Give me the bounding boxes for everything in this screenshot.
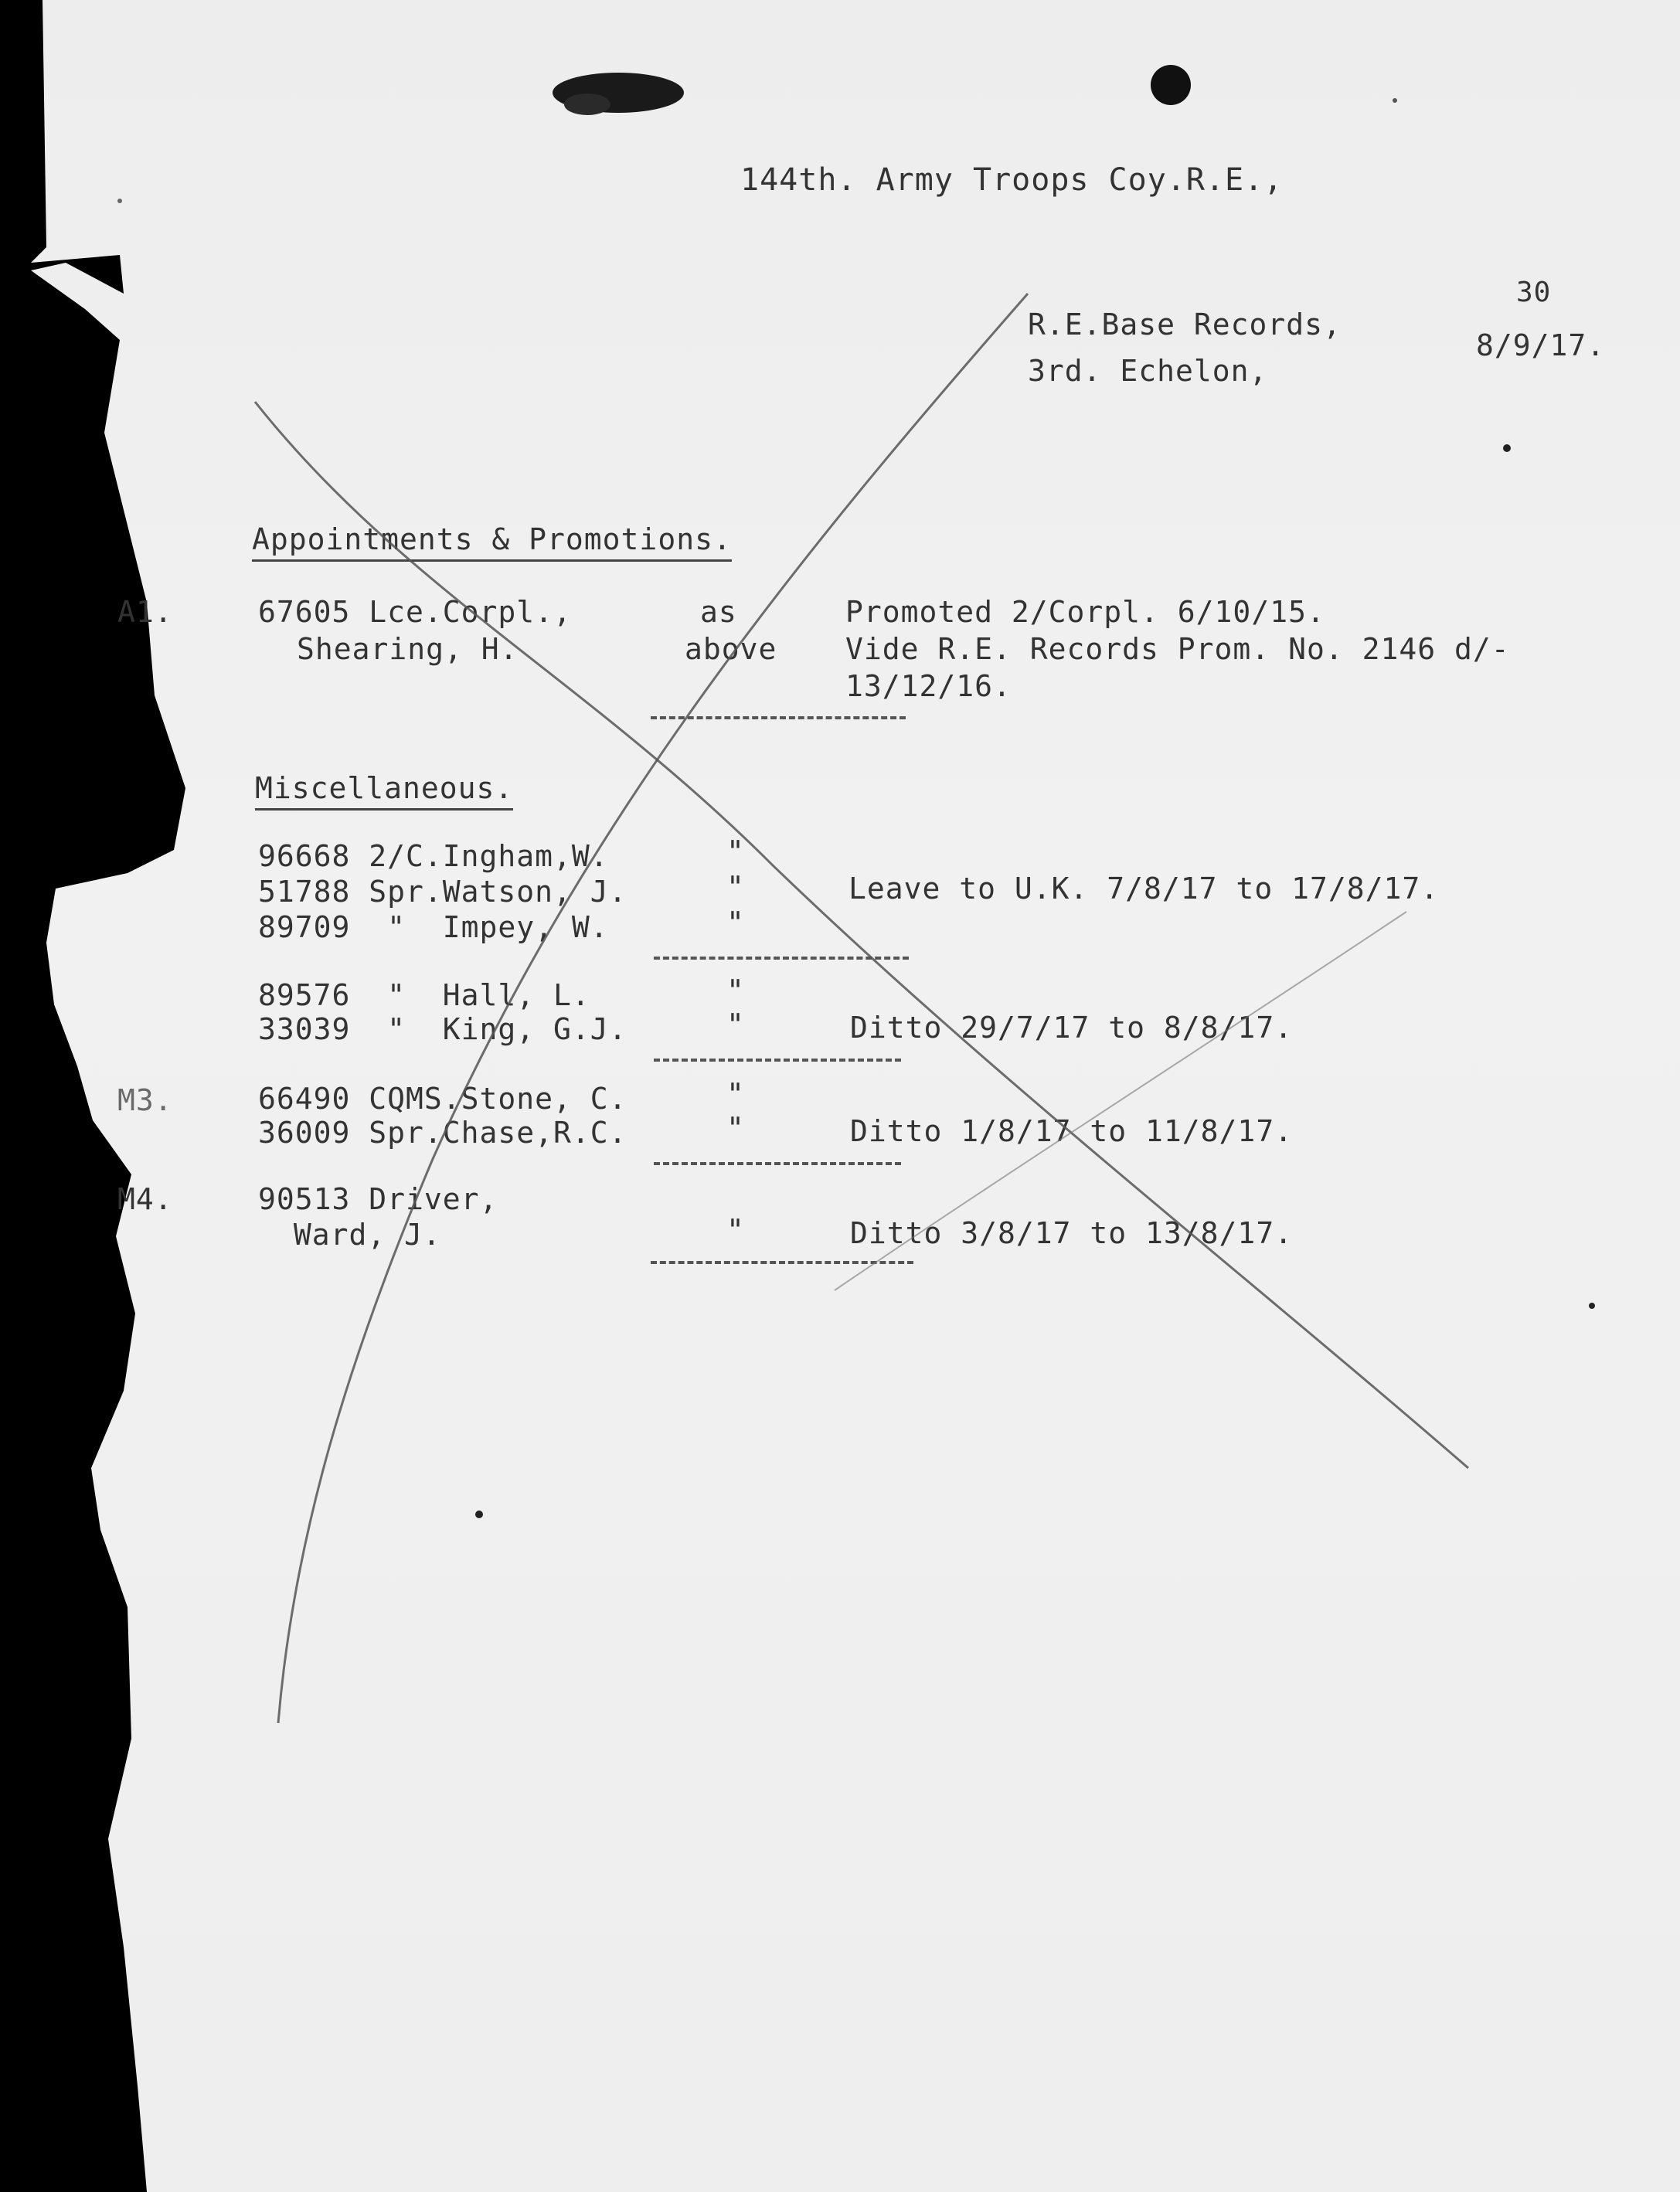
misc-row-detail: Leave to U.K. 7/8/17 to 17/8/17.: [849, 872, 1440, 906]
entry-as: as: [700, 595, 737, 629]
misc-row-ditto: ": [726, 1213, 745, 1247]
misc-row-ditto: ": [726, 834, 745, 868]
document-date: 8/9/17.: [1476, 328, 1606, 362]
section-heading-appointments: Appointments & Promotions.: [252, 522, 732, 562]
misc-row-ditto: ": [726, 974, 745, 1008]
entry-detail-line-1: Promoted 2/Corpl. 6/10/15.: [845, 595, 1325, 629]
misc-row-detail: Ditto 1/8/17 to 11/8/17.: [850, 1114, 1294, 1148]
entry-name-line-2: Shearing, H.: [297, 632, 519, 666]
misc-row-name: 89576 " Hall, L.: [258, 978, 590, 1012]
misc-row-name: 90513 Driver,: [258, 1182, 498, 1216]
misc-row-name: 33039 " King, G.J.: [258, 1012, 627, 1046]
misc-row-ditto: ": [726, 870, 745, 904]
misc-row-name: 36009 Spr.Chase,R.C.: [258, 1116, 627, 1150]
unit-title: 144th. Army Troops Coy.R.E.,: [740, 162, 1284, 198]
divider: [651, 1261, 913, 1264]
misc-row-name: 66490 CQMS.Stone, C.: [258, 1082, 627, 1116]
divider: [654, 957, 909, 960]
misc-row-detail: Ditto 29/7/17 to 8/8/17.: [850, 1011, 1294, 1045]
entry-name-line-1: 67605 Lce.Corpl.,: [258, 595, 572, 629]
misc-row-ditto: ": [726, 1008, 745, 1042]
misc-row-ditto: ": [726, 1111, 745, 1145]
misc-row-name: 96668 2/C.Ingham,W.: [258, 839, 609, 873]
entry-above: above: [685, 632, 777, 666]
entry-detail-line-2: Vide R.E. Records Prom. No. 2146 d/-: [845, 632, 1510, 666]
entry-ref: A1.: [117, 595, 173, 629]
misc-row-detail: Ditto 3/8/17 to 13/8/17.: [850, 1216, 1294, 1250]
ink-blot: [553, 73, 684, 113]
misc-group-ref: M3.: [117, 1083, 173, 1117]
divider: [651, 716, 906, 719]
divider: [654, 1059, 901, 1062]
misc-row-name: 51788 Spr.Watson, J.: [258, 875, 627, 909]
entry-detail-line-3: 13/12/16.: [845, 669, 1012, 703]
addressee-line-2: 3rd. Echelon,: [1028, 354, 1268, 388]
misc-row-name: Ward, J.: [275, 1218, 441, 1252]
punch-hole: [1151, 65, 1191, 105]
misc-row-name: 89709 " Impey, W.: [258, 910, 609, 944]
addressee-line-1: R.E.Base Records,: [1028, 308, 1342, 342]
section-heading-miscellaneous: Miscellaneous.: [255, 771, 513, 811]
misc-group-ref: M4.: [117, 1182, 173, 1216]
misc-row-ditto: ": [726, 1077, 745, 1111]
page-number: 30: [1516, 277, 1552, 308]
misc-row-ditto: ": [726, 906, 745, 940]
divider: [654, 1162, 901, 1165]
